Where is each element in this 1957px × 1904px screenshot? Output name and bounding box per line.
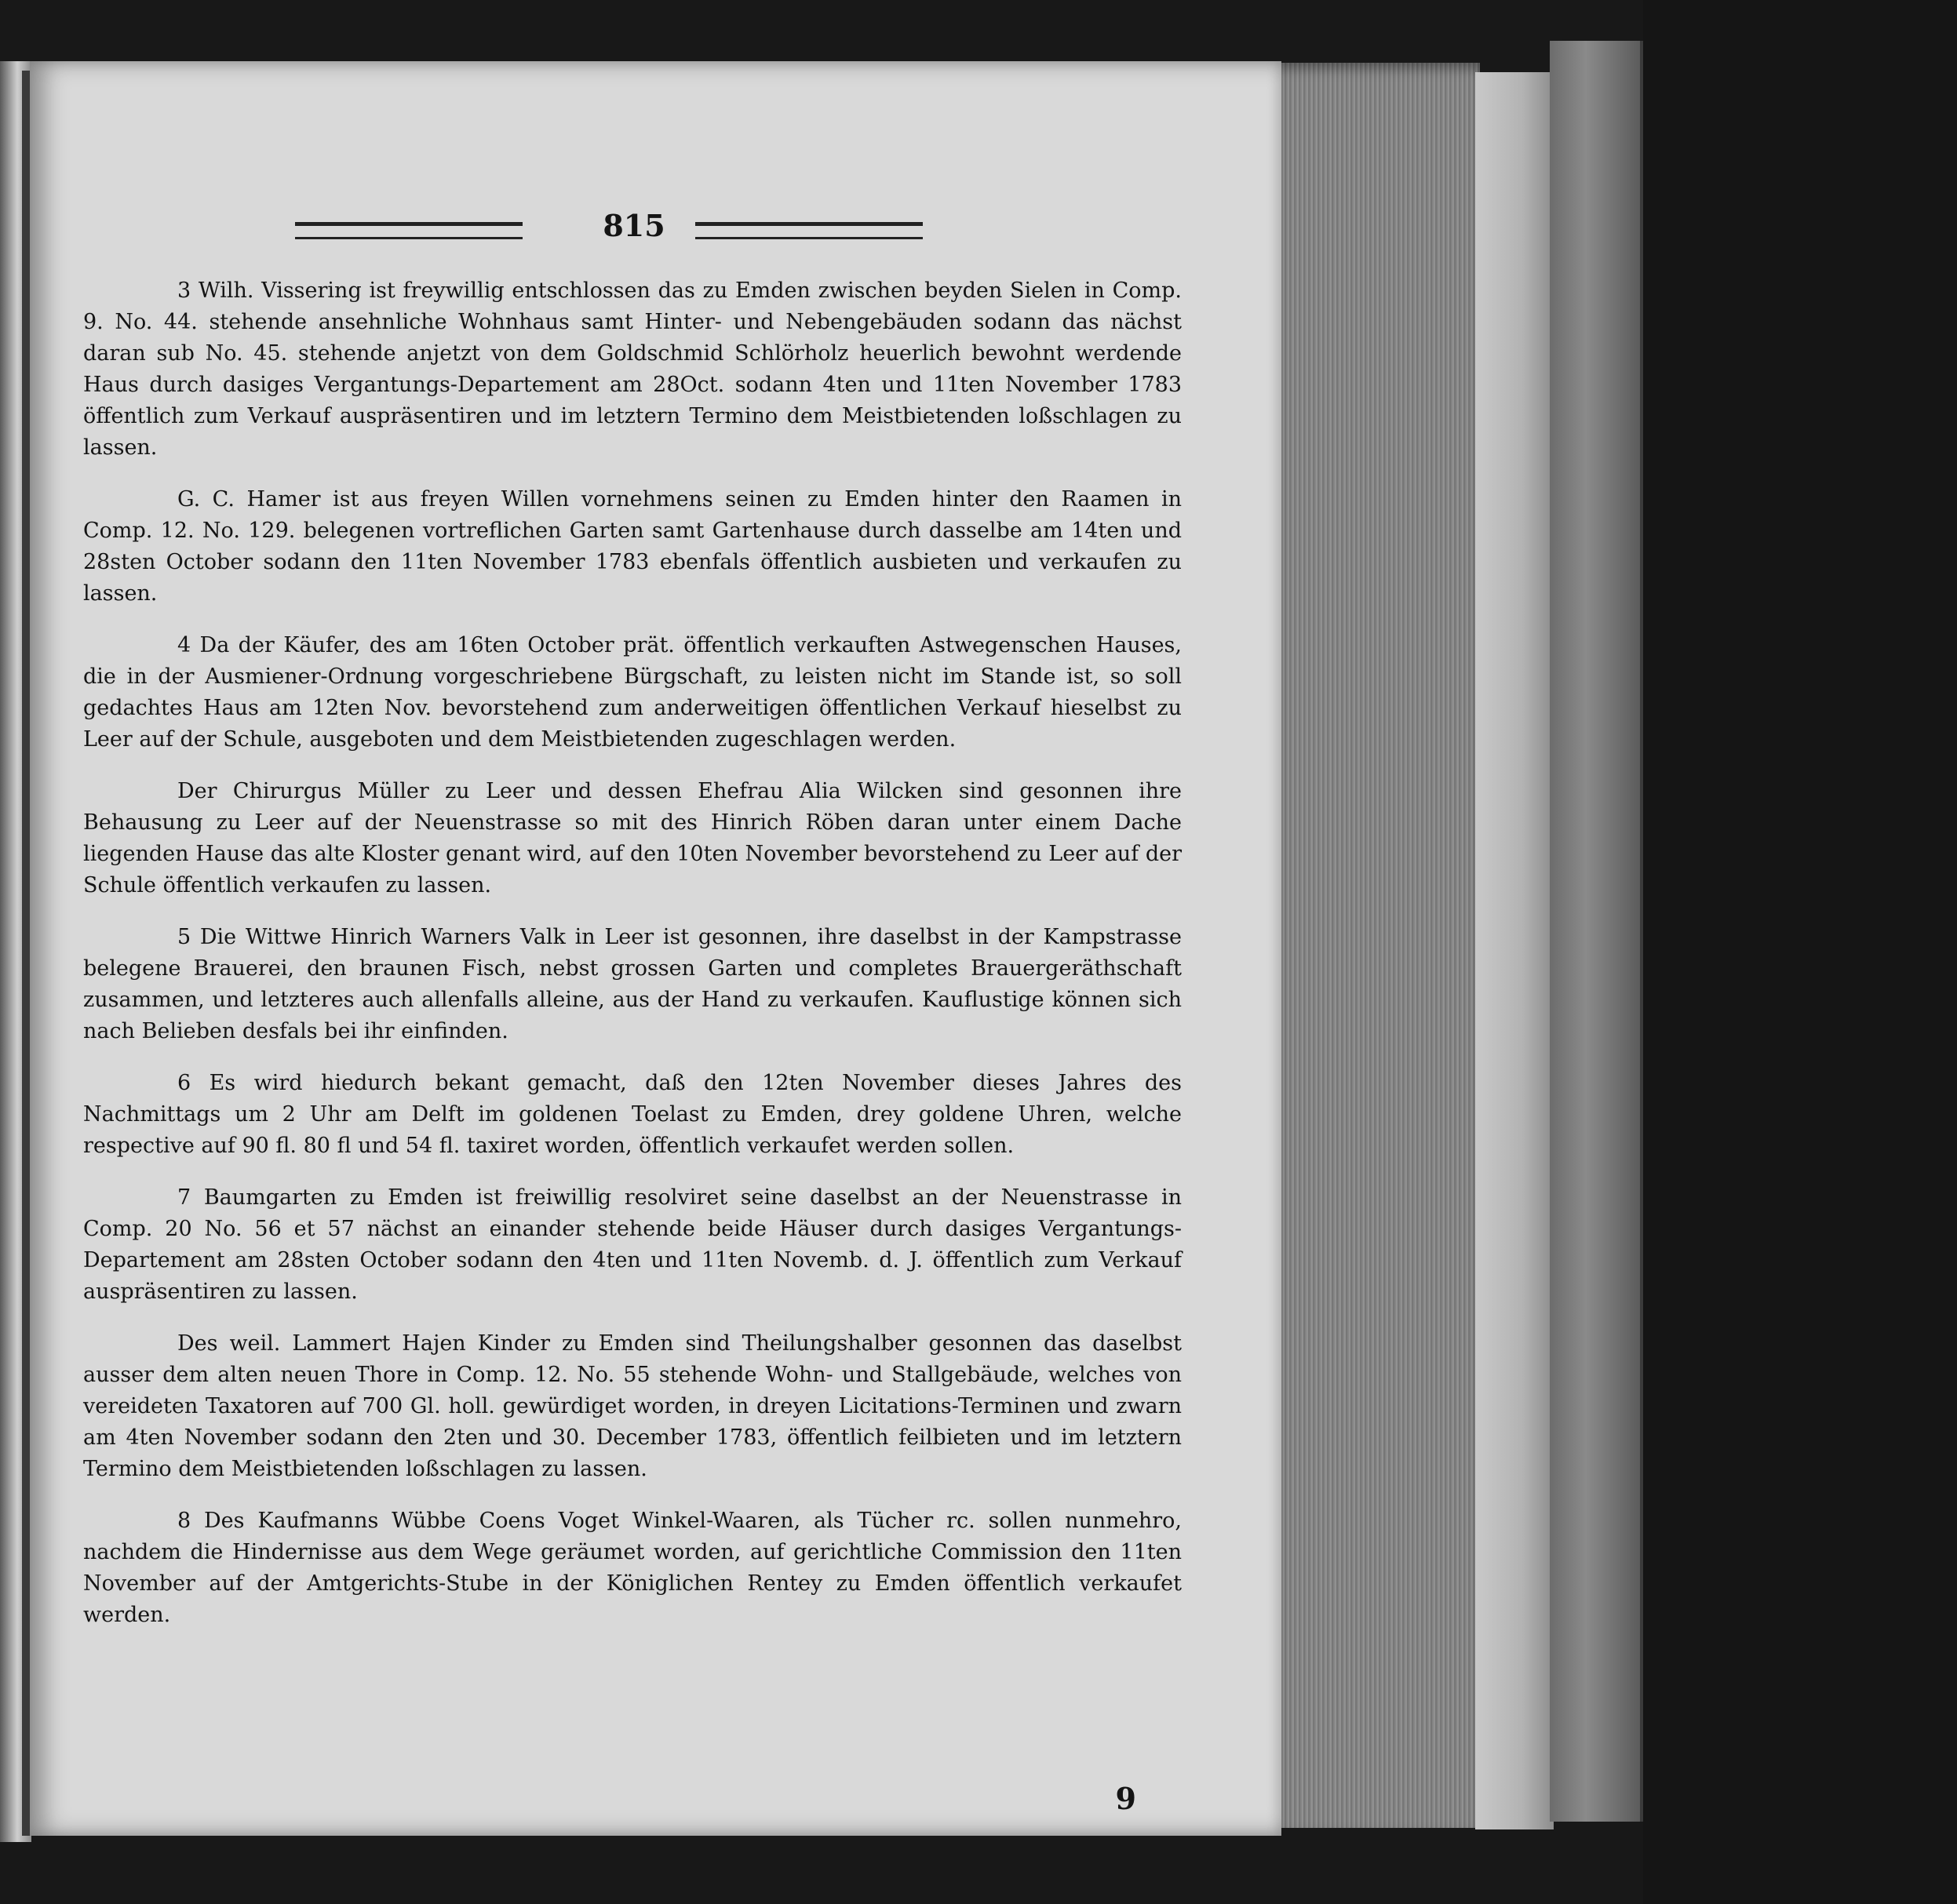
header-rule-right	[695, 222, 923, 239]
paragraph-8: Des weil. Lammert Hajen Kinder zu Emden sind Theilungshalber gesonnen das daselbst ausser dem alten neuen Thore in Comp. 12. No. 55 stehende Wohn- und Stallgebäude, welches von vereideten Taxatoren auf 700 Gl. holl. gewürdiget worden, in dreyen Licitations-Terminen und zwarn am 4ten November sodann den 2ten und 30. December 1783, öffentlich feilbieten und im letztern Termino dem Meistbietenden loßschlagen zu lassen.	[83, 1331, 1182, 1481]
paragraph-3: 4 Da der Käufer, des am 16ten October prät. öffentlich verkauften Astwegenschen Hauses, die in der Ausmiener-Ordnung vorgeschriebene Bürgschaft, zu leisten nicht im Stande ist, so soll gedachtes Haus am 12ten Nov. bevorstehend zum anderweitigen öffentlichen Verkauf hieselbst zu Leer auf der Schule, ausgeboten und dem Meistbietenden zugeschlagen werden.	[83, 633, 1182, 752]
book-board	[1475, 72, 1554, 1829]
paragraph-4: Der Chirurgus Müller zu Leer und dessen Ehefrau Alia Wilcken sind gesonnen ihre Behausung zu Leer auf der Neuenstrasse so mit des Hinrich Röben daran unter einem Dache liegenden Hause das alte Kloster genant wird, auf den 10ten November bevorstehend zu Leer auf der Schule öffentlich verkaufen zu lassen.	[83, 779, 1182, 897]
page-header	[295, 206, 970, 249]
paragraph-2: G. C. Hamer ist aus freyen Willen vornehmens seinen zu Emden hinter den Raamen in Comp. 12. No. 129. belegenen vortreflichen Garten samt Gartenhause durch dasselbe am 14ten und 28sten October sodann den 11ten November 1783 ebenfals öffentlich ausbieten und verkaufen zu lassen.	[83, 487, 1182, 606]
paragraph-7: 7 Baumgarten zu Emden ist freiwillig resolviret seine daselbst an der Neuenstrasse in Comp. 20 No. 56 et 57 nächst an einander stehende beide Häuser durch dasiges Vergantungs-Departement am 28sten October sodann den 4ten und 11ten Novemb. d. J. öffentlich zum Verkauf auspräsentiren zu lassen.	[83, 1185, 1182, 1304]
catchword: 9	[1115, 1781, 1136, 1816]
book-cover	[1550, 41, 1643, 1822]
paragraph-5: 5 Die Wittwe Hinrich Warners Valk in Leer ist gesonnen, ihre daselbst in der Kampstrasse belegene Brauerei, den braunen Fisch, nebst grossen Garten und completes Brauergeräthschaft zusammen, und letzteres auch allenfalls alleine, aus der Hand zu verkaufen. Kauflustige können sich nach Belieben desfals bei ihr einfinden.	[83, 925, 1182, 1043]
page-block-edges	[1277, 63, 1480, 1828]
paragraph-1: 3 Wilh. Vissering ist freywillig entschlossen das zu Emden zwischen beyden Sielen in Comp. 9. No. 44. stehende ansehnliche Wohnhaus samt Hinter- und Nebengebäuden sodann das nächst daran sub No. 45. stehende anjetzt von dem Goldschmid Schlörholz heuerlich bewohnt werdende Haus durch dasiges Vergantungs-Departement am 28Oct. sodann 4ten und 11ten November 1783 öffentlich zum Verkauf auspräsentiren und im letztern Termino dem Meistbietenden loßschlagen zu lassen.	[83, 279, 1182, 460]
paragraph-6: 6 Es wird hiedurch bekant gemacht, daß den 12ten November dieses Jahres des Nachmittags um 2 Uhr am Delft im goldenen Toelast zu Emden, drey goldene Uhren, welche respective auf 90 fl. 80 fl und 54 fl. taxiret worden, öffentlich verkaufet werden sollen.	[83, 1071, 1182, 1158]
header-rule-left	[295, 222, 523, 239]
background	[1643, 0, 1957, 1904]
page	[30, 61, 1281, 1836]
paragraph-9: 8 Des Kaufmanns Wübbe Coens Voget Winkel-Waaren, als Tücher rc. sollen nunmehro, nachdem die Hindernisse aus dem Wege geräumet worden, auf gerichtliche Commission den 11ten November auf der Amtgerichts-Stube in der Königlichen Rentey zu Emden öffentlich verkaufet werden.	[83, 1509, 1182, 1627]
page-body	[83, 275, 1182, 1651]
page-number: 815	[603, 208, 665, 243]
page-text-area	[83, 206, 1182, 1822]
